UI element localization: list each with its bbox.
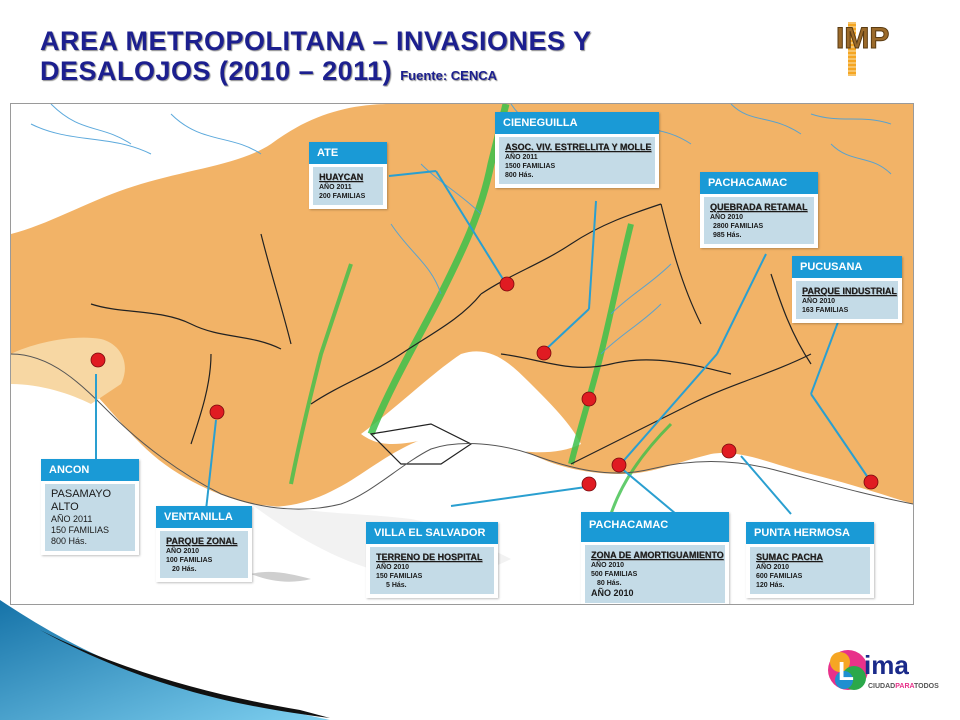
- card-pucusana-district: PUCUSANA: [792, 256, 902, 278]
- card-ancon-area: 800 Hás.: [51, 536, 88, 546]
- card-ancon-year: AÑO 2011: [51, 514, 93, 524]
- blue-black-swoosh-icon: [0, 600, 330, 720]
- imp-logo-text: IMP: [836, 22, 890, 55]
- card-ancon-families: 150 FAMILIAS: [51, 525, 110, 535]
- card-villa-el-salvador-place: TERRENO DE HOSPITAL: [376, 552, 483, 562]
- card-pachacamac-south-area: 80 Hás.: [597, 580, 622, 587]
- card-ventanilla-year: AÑO 2010: [166, 548, 200, 555]
- card-pachacamac-north-area: 985 Hás.: [713, 232, 742, 239]
- card-pachacamac-south-year2: AÑO 2010: [591, 588, 634, 598]
- map-panel: [10, 103, 914, 605]
- card-ventanilla-families: 100 FAMILIAS: [166, 557, 213, 564]
- lima-logo-mark: [826, 644, 956, 700]
- card-punta-hermosa-place: SUMAC PACHA: [756, 552, 823, 562]
- card-villa-el-salvador: [366, 522, 498, 598]
- card-pachacamac-south: [581, 512, 729, 605]
- lima-logo-word: ima: [864, 650, 909, 680]
- card-pucusana: [792, 256, 902, 323]
- page-title: [40, 26, 592, 91]
- card-punta-hermosa: [746, 522, 874, 598]
- imp-logo: [830, 18, 922, 78]
- marker-punta-hermosa: [722, 444, 736, 458]
- card-punta-hermosa-area: 120 Hás.: [756, 582, 785, 589]
- card-ancon-place: PASAMAYO ALTO: [51, 488, 112, 513]
- card-ate-body: [313, 167, 383, 205]
- marker-pachacamac-south: [612, 458, 626, 472]
- card-pachacamac-north-place: QUEBRADA RETAMAL: [710, 202, 808, 212]
- card-pachacamac-north: [700, 172, 818, 248]
- marker-ate: [500, 277, 514, 291]
- card-ventanilla-area: 20 Hás.: [172, 566, 197, 573]
- card-villa-el-salvador-families: 150 FAMILIAS: [376, 573, 423, 580]
- card-ate-families: 200 FAMILIAS: [319, 193, 366, 200]
- marker-pachacamac-north: [582, 392, 596, 406]
- svg-text:CIUDADPARATODOS: [868, 683, 939, 690]
- card-punta-hermosa-year: AÑO 2010: [756, 564, 790, 571]
- card-pachacamac-south-place: ZONA DE AMORTIGUAMIENTO: [591, 550, 724, 560]
- marker-ancon: [91, 353, 105, 367]
- card-punta-hermosa-families: 600 FAMILIAS: [756, 573, 803, 580]
- card-pucusana-body: [796, 281, 898, 319]
- card-cieneguilla-district: CIENEGUILLA: [495, 112, 659, 134]
- card-ate-district: ATE: [309, 142, 387, 164]
- card-villa-el-salvador-year: AÑO 2010: [376, 564, 410, 571]
- card-cieneguilla: [495, 112, 659, 188]
- card-ate-year: AÑO 2011: [319, 184, 352, 191]
- title-line-1: AREA METROPOLITANA – INVASIONES Y: [40, 26, 592, 56]
- card-pachacamac-north-year: AÑO 2010: [710, 214, 744, 221]
- card-cieneguilla-families: 1500 FAMILIAS: [505, 163, 556, 170]
- card-ventanilla-body: [160, 531, 248, 578]
- marker-cieneguilla: [537, 346, 551, 360]
- card-pucusana-year: AÑO 2010: [802, 298, 836, 305]
- marker-ventanilla: [210, 405, 224, 419]
- source-note: Fuente: CENCA: [400, 68, 497, 83]
- card-ancon-body: [45, 484, 135, 551]
- card-punta-hermosa-body: [750, 547, 870, 594]
- card-cieneguilla-body: [499, 137, 655, 184]
- card-ancon: [41, 459, 139, 555]
- card-cieneguilla-year: AÑO 2011: [505, 154, 538, 161]
- lima-slogan-b: PARA: [895, 683, 915, 690]
- card-pucusana-place: PARQUE INDUSTRIAL: [802, 286, 897, 296]
- card-pachacamac-south-body: [585, 545, 725, 603]
- card-pachacamac-north-families: 2800 FAMILIAS: [713, 223, 764, 230]
- lima-logo-letter: L: [838, 656, 854, 686]
- card-pachacamac-north-district: PACHACAMAC: [700, 172, 818, 194]
- marker-villa-el-salvador: [582, 477, 596, 491]
- card-cieneguilla-area: 800 Hás.: [505, 172, 534, 179]
- card-ate-place: HUAYCAN: [319, 172, 364, 182]
- card-ventanilla-place: PARQUE ZONAL: [166, 536, 238, 546]
- lima-slogan-a: CIUDAD: [868, 683, 896, 690]
- card-pachacamac-south-families: 500 FAMILIAS: [591, 571, 638, 578]
- title-line-2: [40, 56, 592, 91]
- card-punta-hermosa-district: PUNTA HERMOSA: [746, 522, 874, 544]
- card-pucusana-families: 163 FAMILIAS: [802, 307, 849, 314]
- card-pachacamac-north-body: [704, 197, 814, 244]
- card-ate: [309, 142, 387, 209]
- card-villa-el-salvador-body: [370, 547, 494, 594]
- card-cieneguilla-place: ASOC. VIV. ESTRELLITA Y MOLLE: [505, 142, 652, 152]
- card-villa-el-salvador-district: VILLA EL SALVADOR: [366, 522, 498, 544]
- card-pachacamac-south-year: AÑO 2010: [591, 562, 625, 569]
- card-ancon-district: ANCON: [41, 459, 139, 481]
- card-ventanilla-district: VENTANILLA: [156, 506, 252, 528]
- lima-slogan-c: TODOS: [914, 683, 939, 690]
- marker-pucusana: [864, 475, 878, 489]
- card-villa-el-salvador-area: 5 Hás.: [386, 582, 407, 589]
- title-line-2-text: DESALOJOS (2010 – 2011): [40, 56, 393, 86]
- lima-logo: [826, 644, 956, 700]
- card-pachacamac-south-district: PACHACAMAC: [581, 512, 729, 542]
- card-ventanilla: [156, 506, 252, 582]
